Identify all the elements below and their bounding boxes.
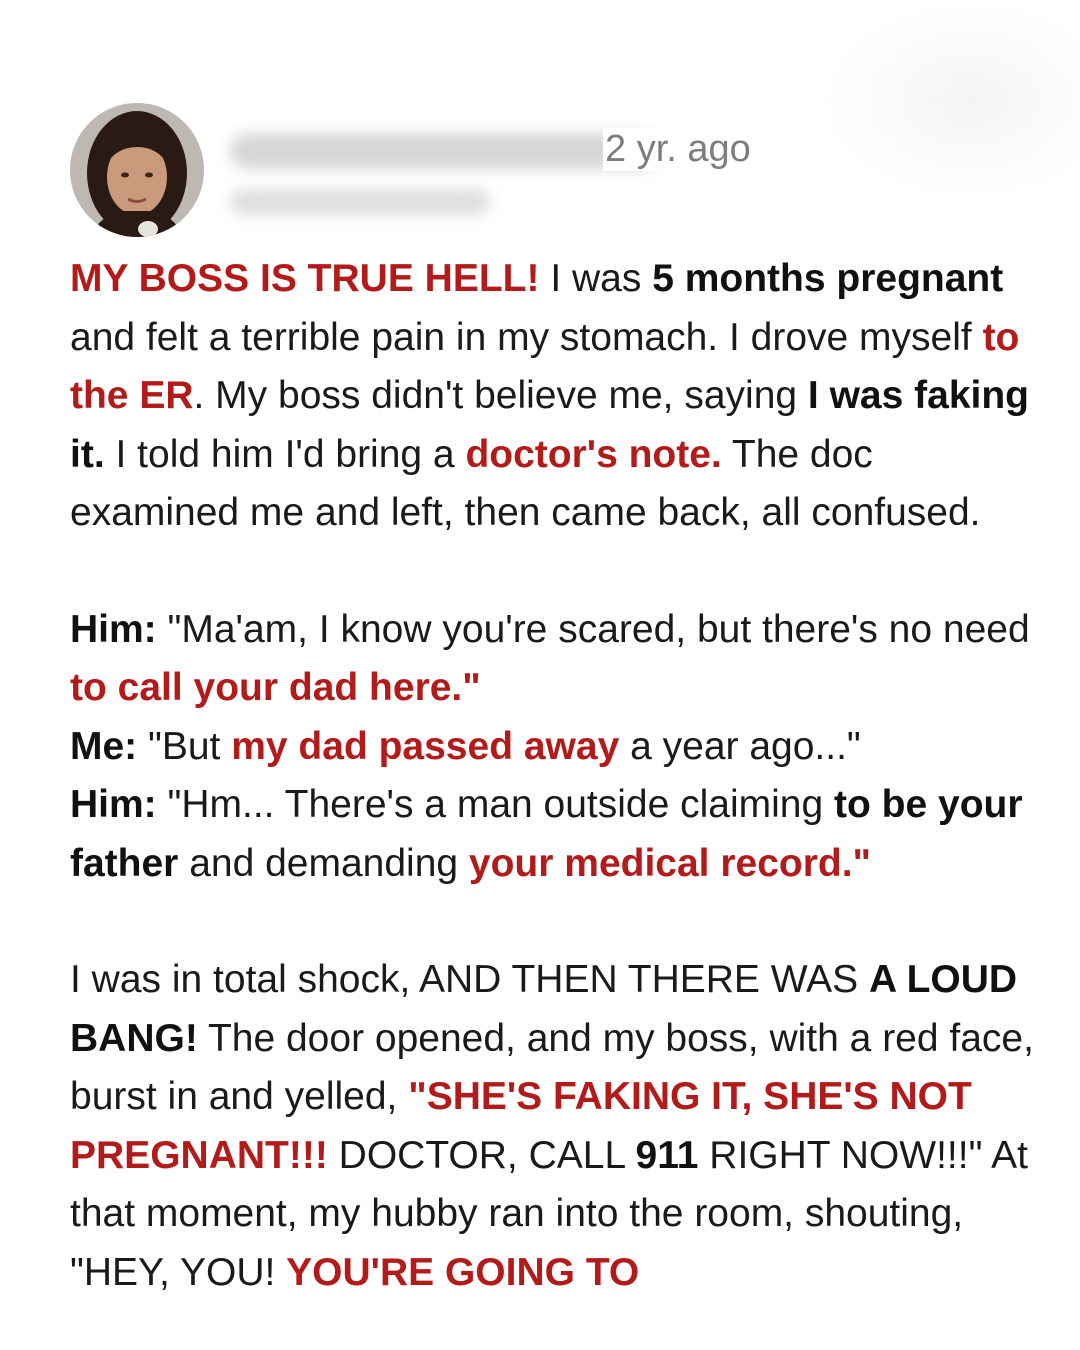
body-text: "Hm... There's a man outside claiming <box>156 783 835 826</box>
username-redacted[interactable] <box>230 133 660 169</box>
body-text: I was <box>539 257 653 300</box>
emphasis-text: to be your father <box>70 783 1023 885</box>
post-timestamp: 2 yr. ago <box>605 128 751 170</box>
avatar[interactable] <box>70 103 204 237</box>
emphasis-text: A LOUD BANG! <box>70 958 1018 1060</box>
speaker-label: Him: <box>70 783 157 826</box>
body-text: . My boss didn't believe me, saying <box>193 374 808 417</box>
body-text: RIGHT NOW!!!" At that moment, my hubby ran into the room, shouting, "HEY, YOU! <box>70 1133 1028 1294</box>
body-text: The door opened, and my boss, with a red face, burst in and yelled, <box>70 1016 1034 1118</box>
source-redacted <box>230 189 490 215</box>
paragraph-dialogue <box>70 601 1040 894</box>
post-body <box>70 250 1040 1302</box>
body-text: The doc examined me and left, then came back, all confused. <box>70 432 981 534</box>
highlight-text: my dad passed away <box>231 724 620 768</box>
highlight-text: YOU'RE GOING TO <box>286 1250 640 1294</box>
body-text: "But <box>137 724 232 768</box>
paragraph-climax <box>70 951 1040 1302</box>
emphasis-text: I was faking it. <box>70 374 1029 476</box>
highlight-text: your medical record." <box>468 841 872 885</box>
highlight-text: "SHE'S FAKING IT, SHE'S NOT PREGNANT!!! <box>70 1075 972 1177</box>
body-text: a year ago..." <box>619 724 861 768</box>
body-text: I was in total shock, AND THEN THERE WAS <box>70 958 870 1001</box>
highlight-text: to call your dad here." <box>70 666 481 709</box>
speaker-label: Me: <box>70 724 138 768</box>
background-glow <box>820 0 1080 200</box>
body-text: and felt a terrible pain in my stomach. I drove myself <box>70 315 983 359</box>
post-header <box>70 103 770 243</box>
avatar-photo-icon <box>70 103 204 237</box>
paragraph-intro <box>70 250 1040 543</box>
emphasis-text: 5 months pregnant <box>652 257 1004 300</box>
emphasis-text: 911 <box>635 1133 699 1177</box>
body-text: DOCTOR, CALL <box>327 1133 636 1177</box>
body-text: I told him I'd bring a <box>104 432 466 476</box>
body-text: and demanding <box>178 841 469 885</box>
speaker-label: Him: <box>70 607 157 651</box>
body-text: "Ma'am, I know you're scared, but there's no need <box>156 607 1030 651</box>
highlight-text: doctor's note. <box>465 432 722 476</box>
headline-text: MY BOSS IS TRUE HELL! <box>70 257 540 300</box>
highlight-text: to the ER <box>70 315 1020 417</box>
